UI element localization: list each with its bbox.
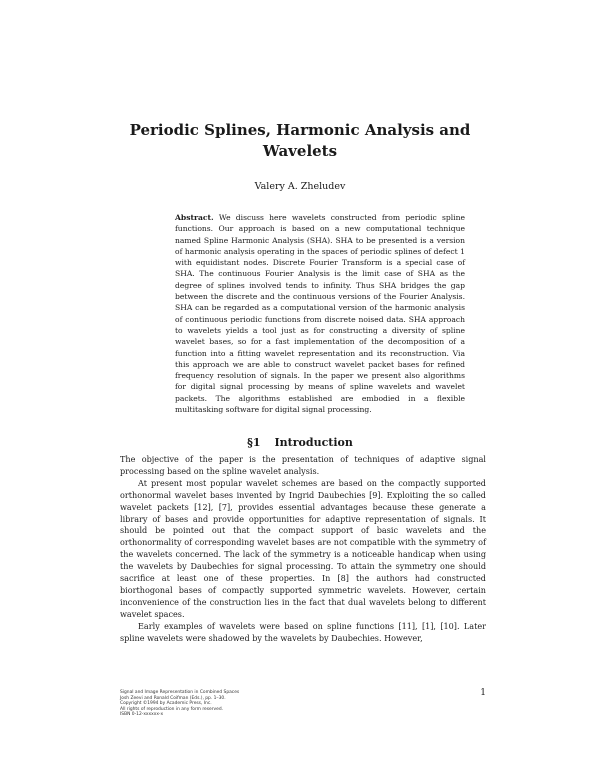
paragraph: At present most popular wavelet schemes are based on the compactly supported orthonormal wavelet bases invented by Ingrid Daubechies [9]. Exploiting the so called wavelet packets [12], [7], provides essential advantages because these generate a library of bases and provide opportunities for adaptive representation of signals. It should be pointed out that the compact support of basic wavelets and the orthonormality of corresponding wavelet bases are not compatible with the symmetry of the wavelets concerned. The lack of the symmetry is a noticeable handicap when using the wavelets by Daubechies for signal processing. To attain the symmetry one should sacrifice at least one of these properties. In [8] the authors had constructed biorthogonal bases of compactly supported symmetric wavelets. However, certain inconvenience of the construction lies in the fact that dual wavelets belong to different wavelet spaces.: [120, 477, 486, 619]
abstract-text: We discuss here wavelets constructed from periodic spline functions. Our approach is based on a new computational technique named Spline Harmonic Analysis (SHA). SHA to be presented is a version of harmonic analysis operating in the spaces of periodic splines of defect 1 with equidistant nodes. Discrete Fourier Transform is a special case of SHA. The continuous Fourier Analysis is the limit case of SHA as the degree of splines involved tends to infinity. Thus SHA bridges the gap between the discrete and the continuous versions of the Fourier Analysis. SHA can be regarded as a computational version of the harmonic analysis of continuous periodic functions from discrete noised data. SHA approach to wavelets yields a tool just as for constructing a diversity of spline wavelet bases, so for a fast implementation of the decomposition of a function into a fitting wavelet representation and its reconstruction. Via this approach we are able to construct wavelet packet bases for refined frequency resolution of signals. In the paper we present also algorithms for digital signal processing by means of spline wavelets and wavelet packets. The algorithms established are embodied in a flexible multitasking software for digital signal processing.: [175, 213, 465, 415]
footer-line: All rights of reproduction in any form reserved.: [120, 706, 224, 712]
copyright-footer: [120, 690, 370, 718]
page-number: 1: [480, 688, 486, 698]
footer-line: ISBN 0-12-xxxxxx-x: [120, 712, 164, 718]
footer-line: Signal and Image Representation in Combined Spaces: [120, 690, 240, 695]
body-text: [120, 454, 486, 645]
paper-title: Periodic Splines, Harmonic Analysis and Wavelets: [129, 121, 471, 160]
paragraph: The objective of the paper is the presentation of techniques of adaptive signal processing based on the spline wavelet analysis.: [120, 454, 486, 476]
section-title: Introduction: [274, 436, 353, 449]
author-name: Valery A. Zheludev: [254, 181, 346, 192]
footer-line: Copyright ©1994 by Academic Press, Inc.: [120, 701, 212, 707]
section-heading: [120, 436, 480, 449]
abstract: [175, 212, 465, 415]
abstract-label: Abstract.: [175, 213, 214, 222]
section-number: §1: [247, 436, 261, 449]
footer-line: Josh Zeevi and Ronald Coifman (Eds.), pp. 1–30.: [120, 695, 226, 701]
paragraph: Early examples of wavelets were based on spline functions [11], [1], [10]. Later spline wavelets were shadowed by the wavelets by Daubechies. However,: [120, 620, 486, 643]
